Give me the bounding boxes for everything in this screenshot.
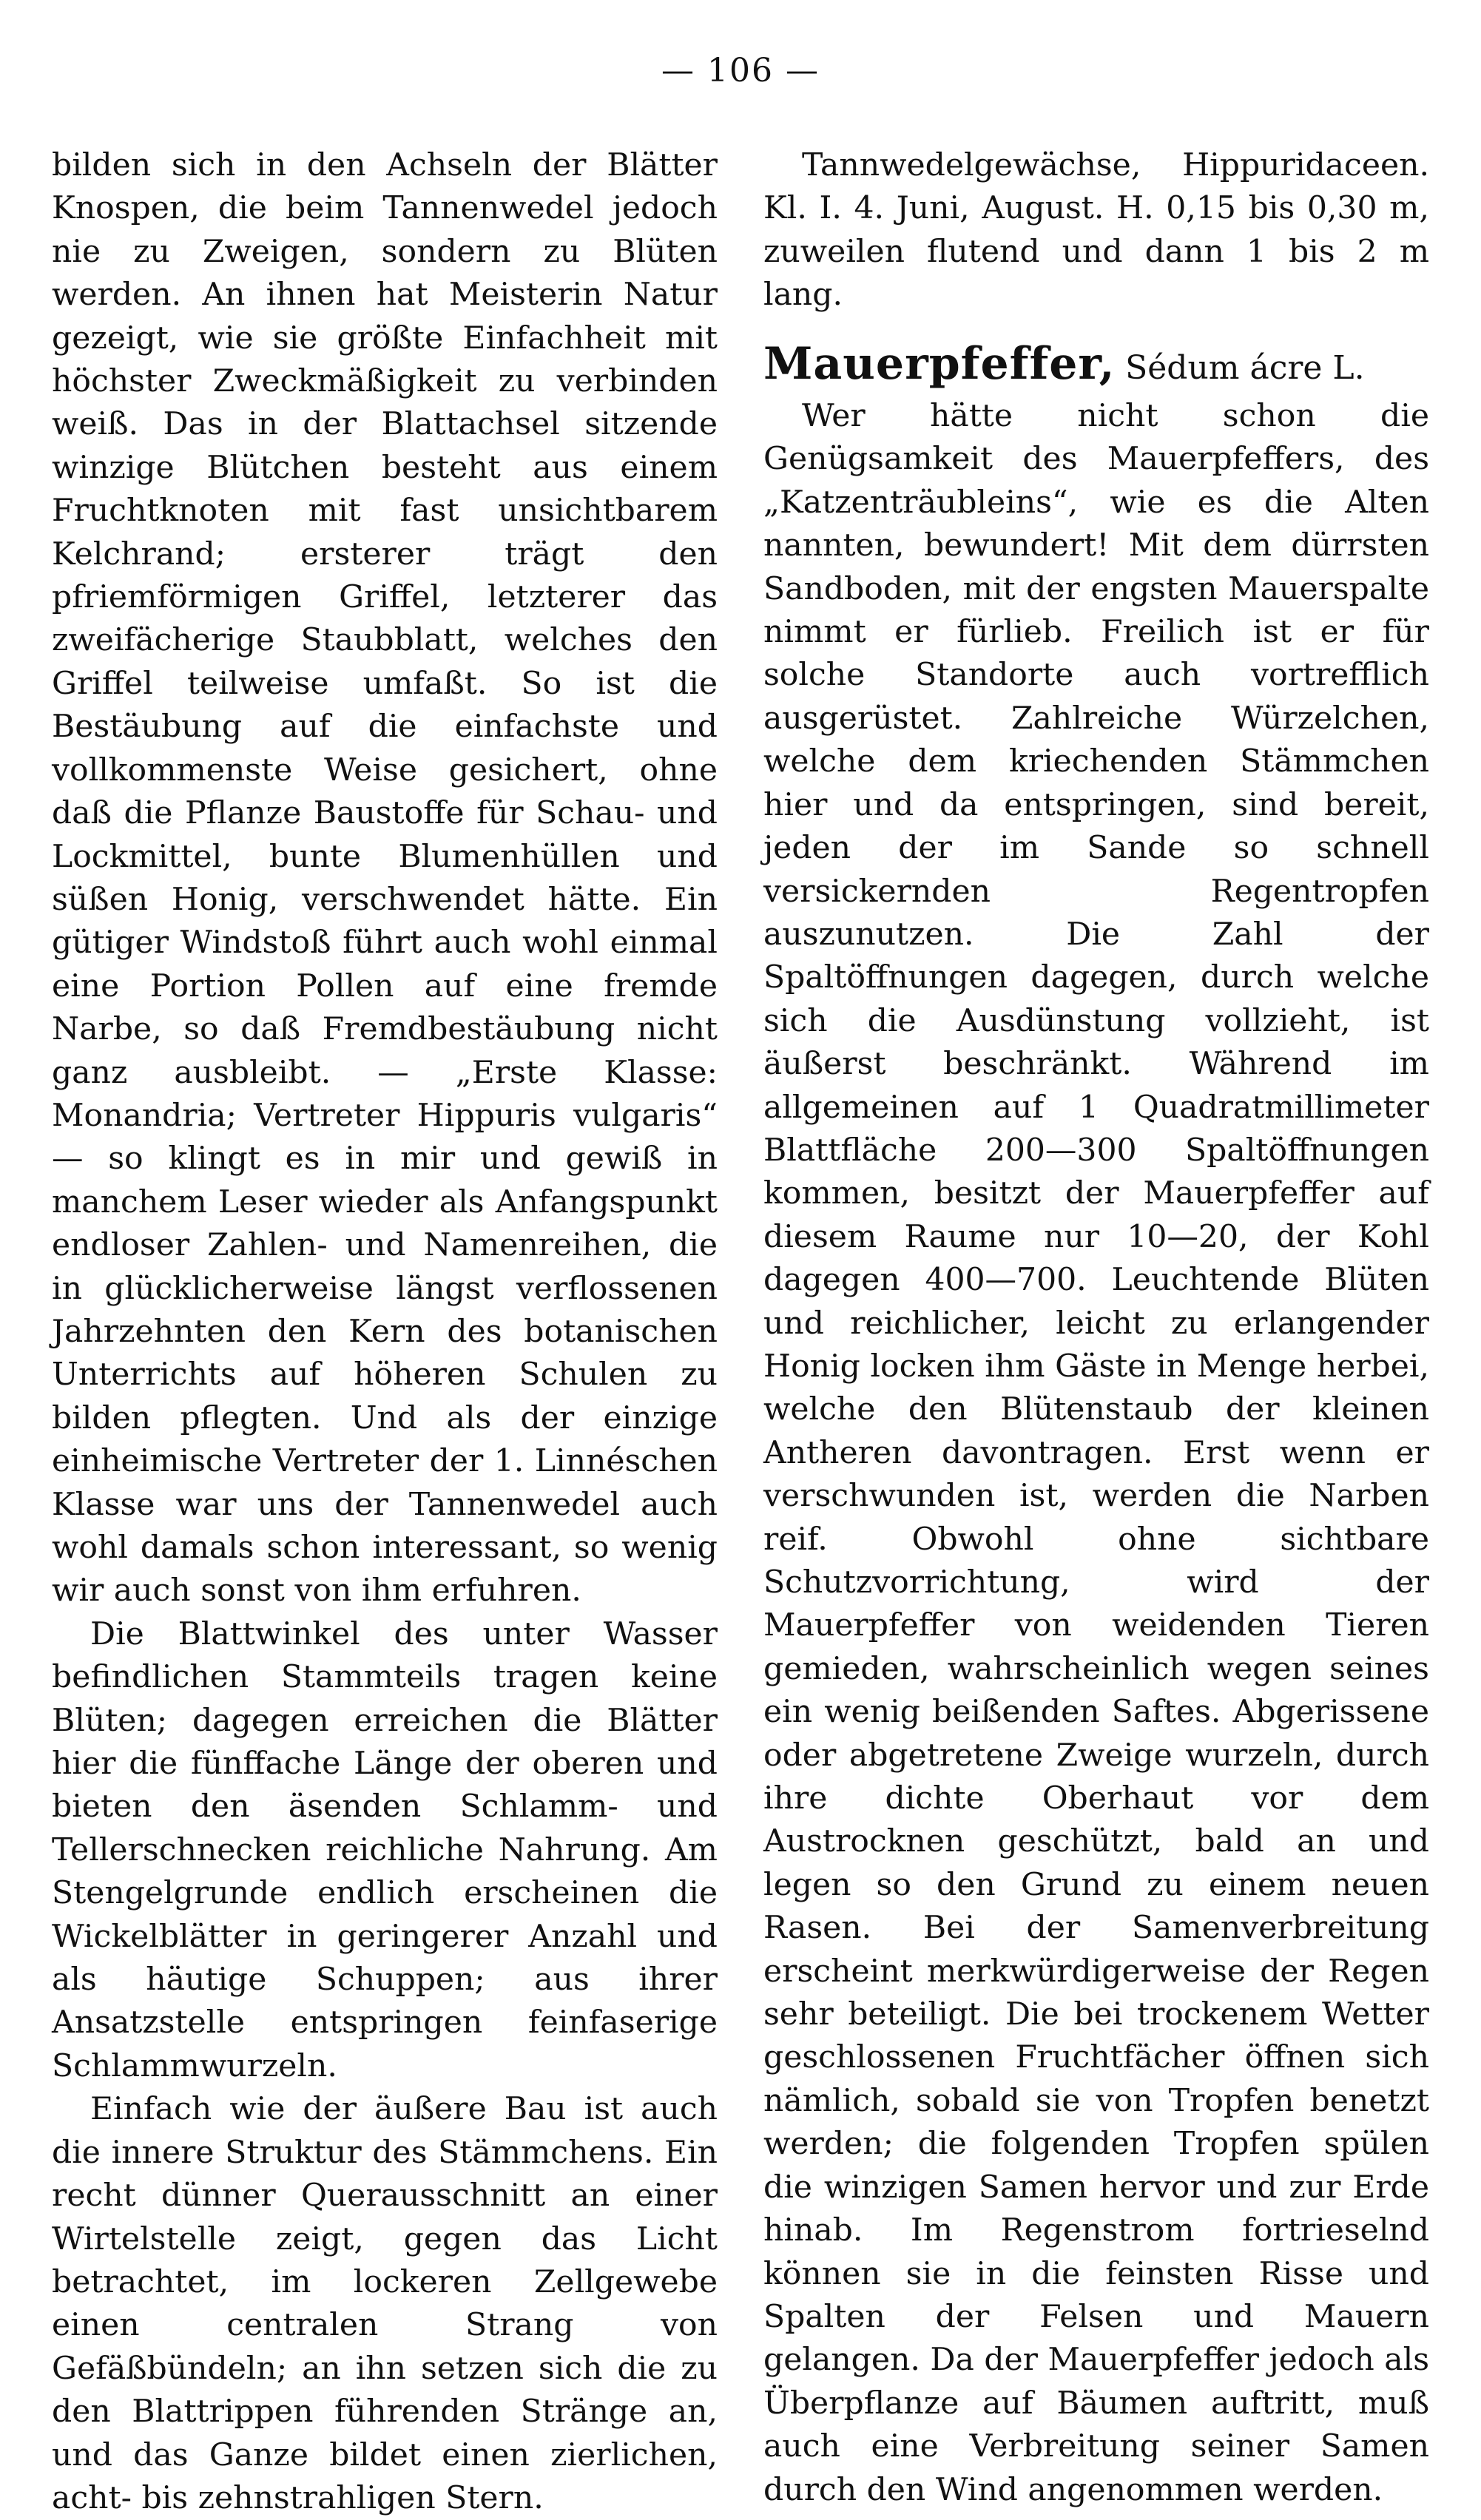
- section-heading-scientific-name: Sédum ácre L.: [1125, 348, 1365, 387]
- right-paragraph-1: Tannwedelgewächse, Hippuridaceen. Kl. I. 4. Juni, August. H. 0,15 bis 0,30 m, zuweilen flutend und dann 1 bis 2 m lang.: [763, 147, 1429, 314]
- section-heading: [763, 337, 1429, 391]
- right-paragraph-2: Wer hätte nicht schon die Genügsamkeit des Mauerpfeffers, des „Katzenträubleins“, wie es die Alten nannten, bewundert! Mit dem dürrsten Sandboden, mit der engsten Mauerspalte nimmt er fürlieb. Freilich ist er für solche Standorte auch vortrefflich ausgerüstet. Zahlreiche Würzelchen, welche dem kriechenden Stämmchen hier und da entspringen, sind bereit, jeden der im Sande so schnell versickernden Regentropfen auszunutzen. Die Zahl der Spaltöffnungen dagegen, durch welche sich die Ausdünstung vollzieht, ist äußerst beschränkt. Während im allgemeinen auf 1 Quadratmillimeter Blattfläche 200—300 Spaltöffnungen kommen, besitzt der Mauerpfeffer auf diesem Raume nur 10—20, der Kohl dagegen 400—700. Leuchtende Blüten und reichlicher, leicht zu erlangender Honig locken ihm Gäste in Menge herbei, welche den Blütenstaub der kleinen Antheren davontragen. Erst wenn er verschwunden ist, werden die Narben reif. Obwohl ohne sichtbare Schutzvorrichtung, wird der Mauerpfeffer von weidenden Tieren gemieden, wahrscheinlich wegen seines ein wenig beißenden Saftes. Abgerissene oder abgetretene Zweige wurzeln, durch ihre dichte Oberhaut vor dem Austrocknen geschützt, bald an und legen so den Grund zu einem neuen Rasen. Bei der Samenverbreitung erscheint merkwürdigerweise der Regen sehr beteiligt. Die bei trockenem Wetter geschlossenen Fruchtfächer öffnen sich nämlich, sobald sie von Tropfen benetzt werden; die folgenden Tropfen spülen die winzigen Samen hervor und zur Erde hinab. Im Regenstrom fortrieselnd können sie in die feinsten Risse und Spalten der Felsen und Mauern gelangen. Da der Mauerpfeffer jedoch als Überpflanze auf Bäumen auftritt, muß auch eine Verbreitung seiner Samen durch den Wind angenommen werden.: [763, 398, 1430, 2508]
- left-paragraph-3: Einfach wie der äußere Bau ist auch die innere Struktur des Stämmchens. Ein recht dünner Querausschnitt an einer Wirtelstelle zeigt, gegen das Licht betrachtet, im lockeren Zellgewebe einen centralen Strang von Gefäßbündeln; an ihn setzen sich die zu den Blattrippen führenden Stränge an, und das Ganze bildet einen zierlichen, acht- bis zehnstrahligen Stern.: [52, 2091, 718, 2516]
- page-number: — 106 —: [661, 52, 820, 89]
- left-paragraph-1: bilden sich in den Achseln der Blätter Knospen, die beim Tannenwedel jedoch nie zu Zweigen, sondern zu Blüten werden. An ihnen hat Meisterin Natur gezeigt, wie sie größte Einfachheit mit höchster Zweckmäßigkeit zu verbinden weiß. Das in der Blattachsel sitzende winzige Blütchen besteht aus einem Fruchtknoten mit fast unsichtbarem Kelchrand; ersterer trägt den pfriemförmigen Griffel, letzterer das zweifächerige Staubblatt, welches den Griffel teilweise umfaßt. So ist die Bestäubung auf die einfachste und vollkommenste Weise gesichert, ohne daß die Pflanze Baustoffe für Schau- und Lockmittel, bunte Blumenhüllen und süßen Honig, verschwendet hätte. Ein gütiger Windstoß führt auch wohl einmal eine Portion Pollen auf eine fremde Narbe, so daß Fremdbestäubung nicht ganz ausbleibt. — „Erste Klasse: Monandria; Vertreter Hippuris vulgaris“ — so klingt es in mir und gewiß in manchem Leser wieder als Anfangspunkt endloser Zahlen- und Namenreihen, die in glücklicherweise längst verflossenen Jahrzehnten den Kern des botanischen Unterrichts auf höheren Schulen zu bilden pflegten. Und als der einzige einheimische Vertreter der 1. Linnéschen Klasse war uns der Tannenwedel auch wohl damals schon interessant, so wenig wir auch sonst von ihm erfuhren.: [52, 147, 718, 1609]
- left-paragraph-2: Die Blattwinkel des unter Wasser befindlichen Stammteils tragen keine Blüten; dagegen erreichen die Blätter hier die fünffache Länge der oberen und bieten den äsenden Schlamm- und Tellerschnecken reichliche Nahrung. Am Stengelgrunde endlich erscheinen die Wickelblätter in geringerer Anzahl und als häutige Schuppen; aus ihrer Ansatzstelle entspringen feinfaserige Schlammwurzeln.: [52, 1615, 718, 2084]
- section-heading-title: Mauerpfeffer,: [763, 337, 1116, 390]
- right-column: [763, 144, 1429, 2512]
- left-column: [52, 144, 718, 2520]
